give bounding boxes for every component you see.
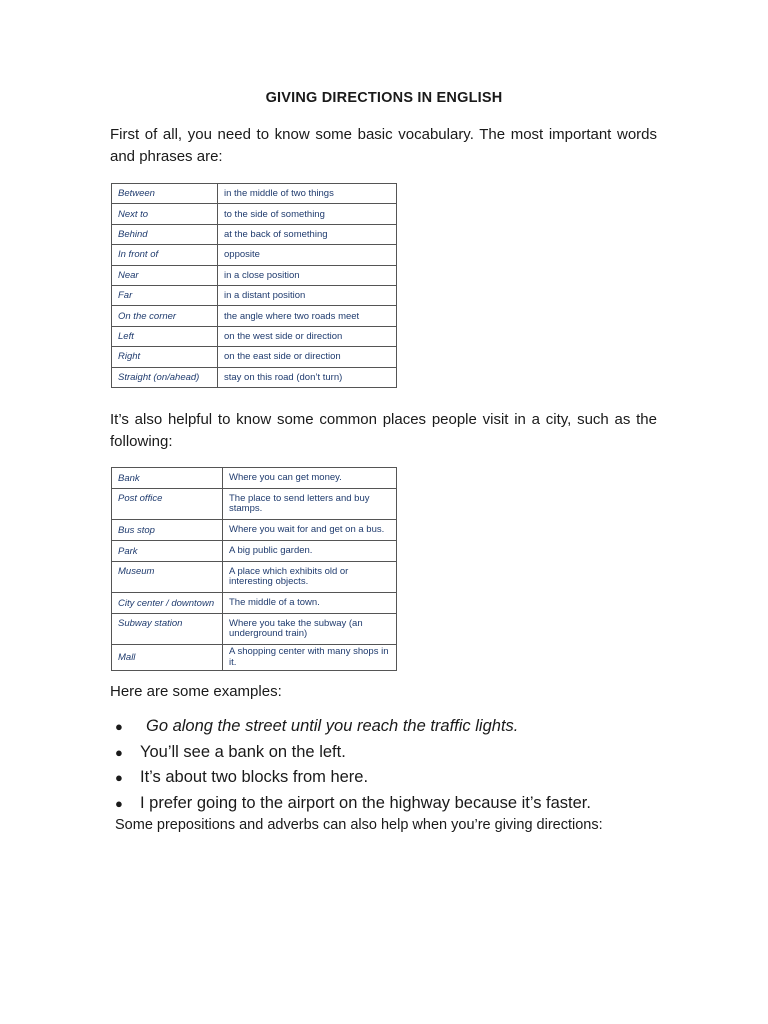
table-row (112, 489, 397, 520)
table-row (112, 468, 397, 489)
table-row (112, 184, 397, 204)
place-term: Mall (112, 645, 223, 671)
vocab-term: Left (112, 326, 218, 346)
table-row (112, 224, 397, 244)
list-item (112, 765, 712, 791)
example-text: Go along the street until you reach the traffic lights. (146, 717, 519, 735)
vocab-definition: at the back of something (218, 224, 397, 244)
bullet-icon: ● (115, 719, 123, 734)
place-term: Post office (112, 489, 223, 520)
vocab-definition: stay on this road (don’t turn) (218, 367, 397, 387)
table-row (112, 367, 397, 387)
place-definition: A shopping center with many shops in it. (223, 645, 397, 671)
places-intro-paragraph: It’s also helpful to know some common places people visit in a city, such as the following: (110, 411, 657, 450)
table-row (112, 285, 397, 305)
examples-list (112, 714, 712, 816)
vocabulary-table (111, 183, 397, 388)
list-item (112, 791, 712, 817)
place-term: Park (112, 541, 223, 562)
vocab-term: Near (112, 265, 218, 285)
place-term: Museum (112, 562, 223, 593)
list-item (112, 714, 712, 740)
vocab-definition: opposite (218, 245, 397, 265)
place-term: City center / downtown (112, 593, 223, 614)
table-row (112, 347, 397, 367)
vocab-term: Far (112, 285, 218, 305)
table-row (112, 645, 397, 671)
table-row (112, 204, 397, 224)
vocab-definition: in the middle of two things (218, 184, 397, 204)
table-row (112, 326, 397, 346)
examples-heading: Here are some examples: (110, 683, 282, 700)
list-item (112, 740, 712, 766)
vocab-definition: in a distant position (218, 285, 397, 305)
page-title: GIVING DIRECTIONS IN ENGLISH (265, 90, 503, 106)
place-definition: A big public garden. (223, 541, 397, 562)
vocab-definition: the angle where two roads meet (218, 306, 397, 326)
table-row (112, 306, 397, 326)
vocab-term: On the corner (112, 306, 218, 326)
bullet-icon: ● (115, 744, 123, 760)
table-row (112, 245, 397, 265)
table-row (112, 593, 397, 614)
vocab-term: Next to (112, 204, 218, 224)
example-text: I prefer going to the airport on the highway because it’s faster. (140, 793, 591, 812)
place-term: Subway station (112, 614, 223, 645)
places-table (111, 467, 397, 671)
place-definition: Where you wait for and get on a bus. (223, 520, 397, 541)
vocab-term: Right (112, 347, 218, 367)
vocab-definition: to the side of something (218, 204, 397, 224)
intro-paragraph: First of all, you need to know some basic vocabulary. The most important words and phrases are: (110, 126, 657, 165)
bullet-icon: ● (115, 770, 123, 785)
vocab-definition: in a close position (218, 265, 397, 285)
place-definition: The middle of a town. (223, 593, 397, 614)
example-text: You’ll see a bank on the left. (140, 742, 346, 761)
table-row (112, 520, 397, 541)
place-definition: Where you take the subway (an underground train) (223, 614, 397, 645)
vocab-term: In front of (112, 245, 218, 265)
vocab-term: Between (112, 184, 218, 204)
place-definition: A place which exhibits old or interesting objects. (223, 562, 397, 593)
table-row (112, 562, 397, 593)
place-definition: The place to send letters and buy stamps. (223, 489, 397, 520)
vocab-definition: on the west side or direction (218, 326, 397, 346)
table-row (112, 614, 397, 645)
table-row (112, 265, 397, 285)
vocab-term: Straight (on/ahead) (112, 367, 218, 387)
bullet-icon: ● (115, 795, 123, 811)
place-term: Bank (112, 468, 223, 489)
example-text: It’s about two blocks from here. (140, 768, 369, 786)
vocab-definition: on the east side or direction (218, 347, 397, 367)
table-row (112, 541, 397, 562)
prepositions-note: Some prepositions and adverbs can also help when you’re giving directions: (115, 817, 603, 833)
vocab-term: Behind (112, 224, 218, 244)
place-definition: Where you can get money. (223, 468, 397, 489)
place-term: Bus stop (112, 520, 223, 541)
